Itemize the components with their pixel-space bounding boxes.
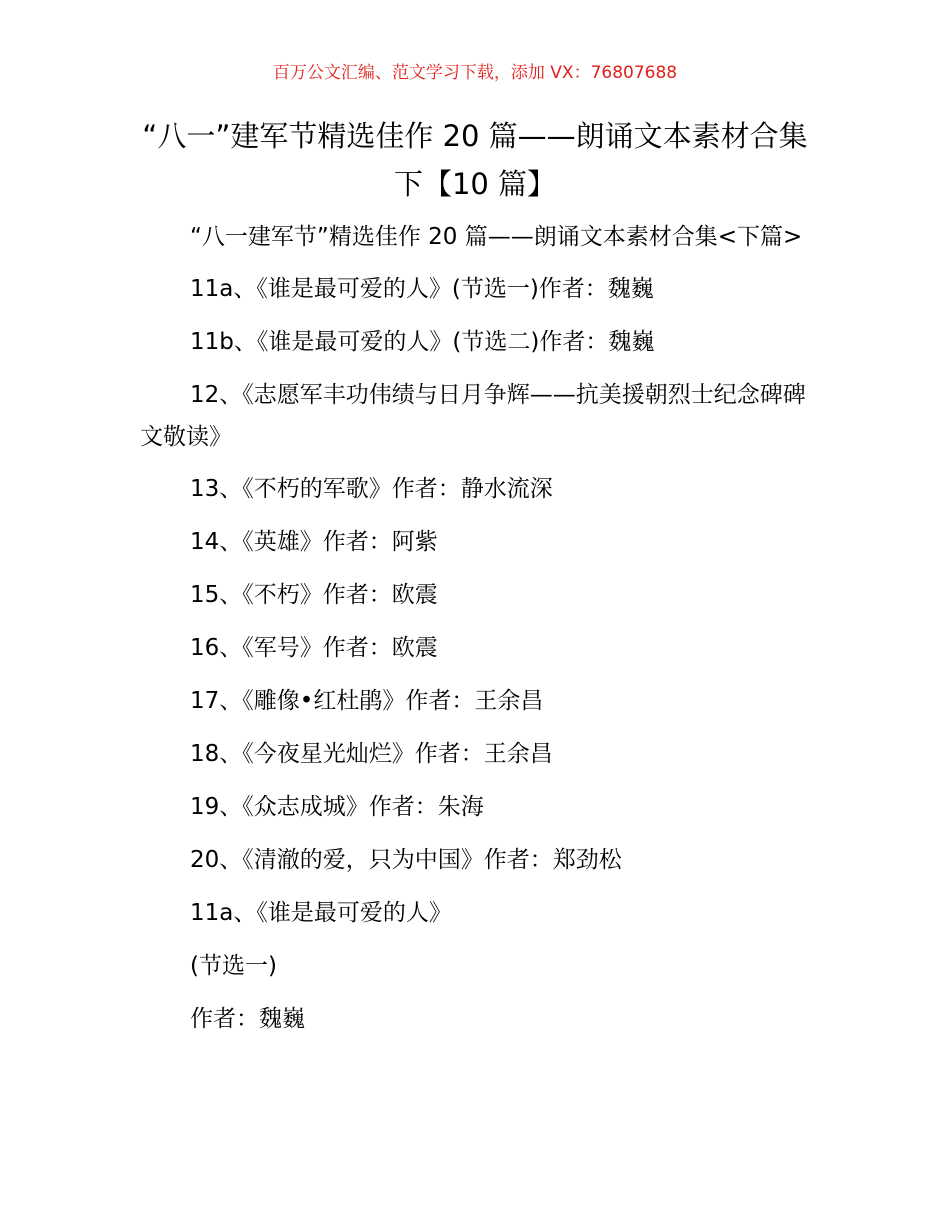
toc-item-16: 16、《军号》作者：欧震 xyxy=(190,635,438,661)
toc-item-13: 13、《不朽的军歌》作者：静水流深 xyxy=(190,476,553,502)
toc-item-18: 18、《今夜星光灿烂》作者：王余昌 xyxy=(190,741,553,767)
toc-item-11b: 11b、《谁是最可爱的人》(节选二)作者：魏巍 xyxy=(190,329,655,355)
section-subheading: (节选一) xyxy=(190,953,277,979)
section-author: 作者：魏巍 xyxy=(190,1006,305,1032)
toc-item-19: 19、《众志成城》作者：朱海 xyxy=(190,794,484,820)
toc-item-17: 17、《雕像•红杜鹃》作者：王余昌 xyxy=(190,688,544,714)
intro-paragraph: “八一建军节”精选佳作 20 篇——朗诵文本素材合集<下篇> xyxy=(190,224,803,250)
document-title: “八一”建军节精选佳作 20 篇——朗诵文本素材合集下【10 篇】 xyxy=(142,119,808,201)
section-heading: 11a、《谁是最可爱的人》 xyxy=(190,900,452,926)
toc-item-14: 14、《英雄》作者：阿紫 xyxy=(190,529,438,555)
document-body xyxy=(140,216,812,1051)
toc-item-12: 12、《志愿军丰功伟绩与日月争辉——抗美援朝烈士纪念碑碑文敬读》 xyxy=(140,382,806,450)
toc-item-11a: 11a、《谁是最可爱的人》(节选一)作者：魏巍 xyxy=(190,276,654,302)
header-contact-note: 百万公文汇编、范文学习下载，添加 VX：76807688 xyxy=(272,63,678,83)
toc-item-15: 15、《不朽》作者：欧震 xyxy=(190,582,438,608)
toc-item-20: 20、《清澈的爱，只为中国》作者：郑劲松 xyxy=(190,847,622,873)
